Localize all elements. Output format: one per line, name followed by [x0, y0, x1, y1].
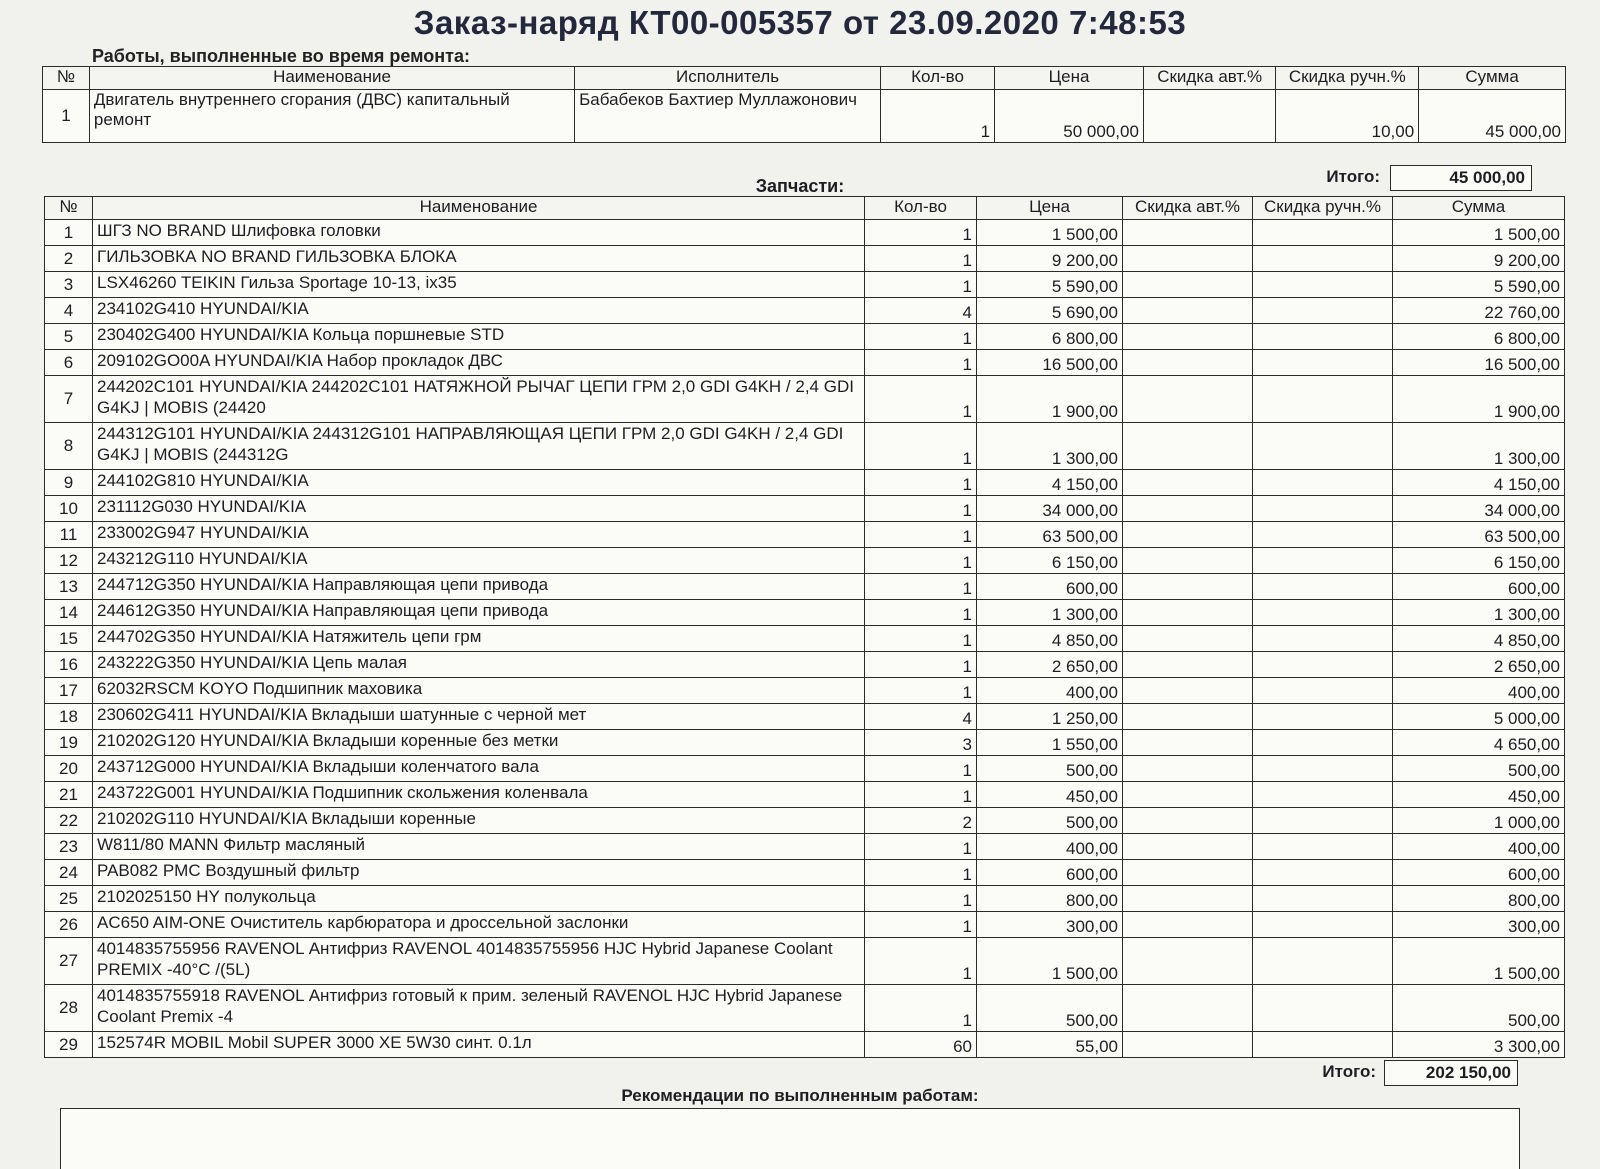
recommendations-heading: Рекомендации по выполненным работам: [621, 1086, 979, 1105]
parts-row-number: 25 [45, 886, 93, 912]
parts-row [45, 886, 1565, 912]
parts-table [44, 196, 1565, 1058]
parts-row-discount-auto [1123, 548, 1253, 574]
parts-row-qty: 1 [865, 272, 977, 298]
parts-row-price: 5 590,00 [977, 272, 1123, 298]
works-row-qty: 1 [880, 90, 994, 143]
parts-row-number: 4 [45, 298, 93, 324]
parts-row-name: PAB082 PMC Воздушный фильтр [93, 860, 865, 886]
parts-row [45, 470, 1565, 496]
parts-row-number: 24 [45, 860, 93, 886]
parts-row-price: 450,00 [977, 782, 1123, 808]
parts-row-discount-auto [1123, 298, 1253, 324]
parts-row-discount-manual [1253, 1032, 1393, 1058]
parts-row-number: 10 [45, 496, 93, 522]
parts-row-name: 243722G001 HYUNDAI/KIA Подшипник скольжения коленвала [93, 782, 865, 808]
works-row-discount-manual: 10,00 [1276, 90, 1419, 143]
parts-row-number: 12 [45, 548, 93, 574]
parts-row-number: 13 [45, 574, 93, 600]
parts-row-number: 15 [45, 626, 93, 652]
col-discount-manual: Скидка ручн.% [1276, 67, 1419, 90]
works-row-executor: Бабабеков Бахтиер Муллажонович [575, 90, 881, 143]
parts-row-price: 500,00 [977, 756, 1123, 782]
parts-row-number: 22 [45, 808, 93, 834]
parts-row-number: 23 [45, 834, 93, 860]
works-total-value: 45 000,00 [1390, 165, 1532, 191]
parts-row-discount-manual [1253, 272, 1393, 298]
parts-row-sum: 2 650,00 [1393, 652, 1565, 678]
parts-row-name: 244102G810 HYUNDAI/KIA [93, 470, 865, 496]
parts-row-qty: 1 [865, 756, 977, 782]
works-row [43, 90, 1566, 143]
parts-row [45, 220, 1565, 246]
parts-row [45, 548, 1565, 574]
parts-row-discount-auto [1123, 522, 1253, 548]
parts-row-discount-manual [1253, 985, 1393, 1032]
parts-row-price: 55,00 [977, 1032, 1123, 1058]
parts-row-discount-manual [1253, 626, 1393, 652]
parts-row-number: 17 [45, 678, 93, 704]
parts-row-price: 300,00 [977, 912, 1123, 938]
parts-row [45, 324, 1565, 350]
parts-row-name: ШГЗ NO BRAND Шлифовка головки [93, 220, 865, 246]
col-discount-manual: Скидка ручн.% [1253, 197, 1393, 220]
parts-row-discount-auto [1123, 220, 1253, 246]
parts-row-discount-manual [1253, 496, 1393, 522]
parts-row-discount-auto [1123, 246, 1253, 272]
parts-row-price: 4 850,00 [977, 626, 1123, 652]
parts-row-price: 600,00 [977, 860, 1123, 886]
parts-row-sum: 1 000,00 [1393, 808, 1565, 834]
parts-row-price: 1 900,00 [977, 376, 1123, 423]
parts-row-discount-manual [1253, 324, 1393, 350]
parts-row-name: 243212G110 HYUNDAI/KIA [93, 548, 865, 574]
parts-row-qty: 1 [865, 652, 977, 678]
parts-row [45, 350, 1565, 376]
parts-row-sum: 1 500,00 [1393, 938, 1565, 985]
parts-row-sum: 300,00 [1393, 912, 1565, 938]
parts-row-qty: 1 [865, 985, 977, 1032]
parts-row-discount-auto [1123, 423, 1253, 470]
parts-row-qty: 1 [865, 423, 977, 470]
parts-row-discount-auto [1123, 350, 1253, 376]
parts-row-discount-auto [1123, 272, 1253, 298]
parts-row-qty: 1 [865, 496, 977, 522]
parts-row-qty: 1 [865, 678, 977, 704]
parts-row-sum: 400,00 [1393, 834, 1565, 860]
parts-row-discount-manual [1253, 938, 1393, 985]
parts-row-discount-manual [1253, 350, 1393, 376]
parts-row [45, 246, 1565, 272]
parts-heading: Запчасти: [755, 176, 845, 196]
parts-row-price: 500,00 [977, 808, 1123, 834]
parts-row-sum: 4 150,00 [1393, 470, 1565, 496]
parts-row-number: 19 [45, 730, 93, 756]
parts-row-price: 63 500,00 [977, 522, 1123, 548]
parts-row-qty: 4 [865, 298, 977, 324]
parts-row-number: 28 [45, 985, 93, 1032]
parts-row-qty: 1 [865, 782, 977, 808]
parts-row [45, 756, 1565, 782]
document-title: Заказ-наряд КТ00-005357 от 23.09.2020 7:48:53 [413, 4, 1187, 41]
parts-row-discount-auto [1123, 938, 1253, 985]
parts-row-name: 210202G110 HYUNDAI/KIA Вкладыши коренные [93, 808, 865, 834]
parts-row [45, 600, 1565, 626]
parts-row-price: 5 690,00 [977, 298, 1123, 324]
parts-row [45, 423, 1565, 470]
parts-row-qty: 1 [865, 574, 977, 600]
parts-row-sum: 6 800,00 [1393, 324, 1565, 350]
parts-row-discount-manual [1253, 730, 1393, 756]
parts-row-sum: 6 150,00 [1393, 548, 1565, 574]
parts-row-discount-auto [1123, 886, 1253, 912]
works-header-row [43, 67, 1566, 90]
parts-row-qty: 1 [865, 886, 977, 912]
parts-row-sum: 63 500,00 [1393, 522, 1565, 548]
parts-row-discount-auto [1123, 860, 1253, 886]
parts-row-sum: 3 300,00 [1393, 1032, 1565, 1058]
parts-row-number: 2 [45, 246, 93, 272]
parts-total-label: Итого: [1322, 1062, 1376, 1081]
parts-row-number: 21 [45, 782, 93, 808]
parts-row-qty: 1 [865, 522, 977, 548]
parts-row-qty: 1 [865, 600, 977, 626]
works-row-name: Двигатель внутреннего сгорания (ДВС) капитальный ремонт [89, 90, 574, 143]
parts-row-number: 5 [45, 324, 93, 350]
col-price: Цена [977, 197, 1123, 220]
parts-row [45, 985, 1565, 1032]
parts-row-name: 244202C101 HYUNDAI/KIA 244202C101 НАТЯЖНОЙ РЫЧАГ ЦЕПИ ГРМ 2,0 GDI G4KH / 2,4 GDI G4KJ | MOBIS (24420 [93, 376, 865, 423]
works-table [42, 66, 1566, 143]
parts-row [45, 522, 1565, 548]
parts-row-qty: 60 [865, 1032, 977, 1058]
parts-row-price: 6 150,00 [977, 548, 1123, 574]
parts-row [45, 1032, 1565, 1058]
parts-row-discount-manual [1253, 376, 1393, 423]
parts-row-discount-auto [1123, 912, 1253, 938]
parts-row-qty: 1 [865, 220, 977, 246]
parts-row [45, 834, 1565, 860]
parts-row-discount-auto [1123, 704, 1253, 730]
works-heading: Работы, выполненные во время ремонта: [92, 46, 470, 66]
parts-row-price: 1 500,00 [977, 220, 1123, 246]
parts-row-price: 4 150,00 [977, 470, 1123, 496]
parts-row-discount-manual [1253, 548, 1393, 574]
parts-row [45, 496, 1565, 522]
parts-row-sum: 500,00 [1393, 756, 1565, 782]
parts-row-price: 400,00 [977, 834, 1123, 860]
parts-row-qty: 1 [865, 324, 977, 350]
parts-row-discount-manual [1253, 423, 1393, 470]
parts-row-price: 600,00 [977, 574, 1123, 600]
parts-row-name: 243712G000 HYUNDAI/KIA Вкладыши коленчатого вала [93, 756, 865, 782]
parts-row-name: 152574R MOBIL Mobil SUPER 3000 XE 5W30 синт. 0.1л [93, 1032, 865, 1058]
parts-row-price: 1 300,00 [977, 600, 1123, 626]
parts-row-name: LSX46260 TEIKIN Гильза Sportage 10-13, ix35 [93, 272, 865, 298]
parts-row-discount-manual [1253, 886, 1393, 912]
col-sum: Сумма [1419, 67, 1566, 90]
parts-total-value: 202 150,00 [1384, 1060, 1518, 1086]
parts-row-sum: 450,00 [1393, 782, 1565, 808]
parts-row-sum: 5 590,00 [1393, 272, 1565, 298]
works-row-sum: 45 000,00 [1419, 90, 1566, 143]
parts-row-number: 7 [45, 376, 93, 423]
parts-row-number: 20 [45, 756, 93, 782]
parts-row-name: AC650 AIM-ONE Очиститель карбюратора и дроссельной заслонки [93, 912, 865, 938]
parts-row-discount-manual [1253, 652, 1393, 678]
parts-row-discount-auto [1123, 600, 1253, 626]
parts-row-number: 14 [45, 600, 93, 626]
parts-row-price: 1 250,00 [977, 704, 1123, 730]
parts-row-qty: 1 [865, 470, 977, 496]
parts-row-name: 243222G350 HYUNDAI/KIA Цепь малая [93, 652, 865, 678]
parts-row [45, 272, 1565, 298]
parts-row-discount-manual [1253, 912, 1393, 938]
col-name: Наименование [93, 197, 865, 220]
col-number: № [45, 197, 93, 220]
parts-row [45, 860, 1565, 886]
parts-row-qty: 4 [865, 704, 977, 730]
parts-row-discount-manual [1253, 574, 1393, 600]
parts-row [45, 376, 1565, 423]
parts-row-qty: 1 [865, 350, 977, 376]
parts-row-sum: 1 900,00 [1393, 376, 1565, 423]
parts-row [45, 704, 1565, 730]
parts-row-sum: 1 300,00 [1393, 423, 1565, 470]
parts-row [45, 574, 1565, 600]
parts-row-number: 11 [45, 522, 93, 548]
parts-row-price: 9 200,00 [977, 246, 1123, 272]
parts-row [45, 298, 1565, 324]
parts-row-price: 6 800,00 [977, 324, 1123, 350]
parts-row [45, 912, 1565, 938]
parts-row-price: 500,00 [977, 985, 1123, 1032]
parts-row-sum: 5 000,00 [1393, 704, 1565, 730]
parts-row-discount-manual [1253, 246, 1393, 272]
parts-row-discount-manual [1253, 782, 1393, 808]
parts-row-sum: 1 500,00 [1393, 220, 1565, 246]
parts-row-name: 231112G030 HYUNDAI/KIA [93, 496, 865, 522]
parts-row-number: 27 [45, 938, 93, 985]
col-qty: Кол-во [880, 67, 994, 90]
parts-row-discount-auto [1123, 678, 1253, 704]
parts-row-sum: 9 200,00 [1393, 246, 1565, 272]
parts-row-name: 4014835755956 RAVENOL Антифриз RAVENOL 4014835755956 HJC Hybrid Japanese Coolant PREMIX -40°C /(5L) [93, 938, 865, 985]
parts-row-sum: 800,00 [1393, 886, 1565, 912]
parts-row-number: 9 [45, 470, 93, 496]
parts-row-sum: 400,00 [1393, 678, 1565, 704]
parts-row-name: 230402G400 HYUNDAI/KIA Кольца поршневые STD [93, 324, 865, 350]
parts-row-name: 230602G411 HYUNDAI/KIA Вкладыши шатунные с черной мет [93, 704, 865, 730]
parts-row-price: 2 650,00 [977, 652, 1123, 678]
parts-row-qty: 1 [865, 938, 977, 985]
col-discount-auto: Скидка авт.% [1143, 67, 1276, 90]
parts-row-qty: 1 [865, 548, 977, 574]
parts-row-sum: 600,00 [1393, 860, 1565, 886]
parts-row-number: 8 [45, 423, 93, 470]
parts-row [45, 678, 1565, 704]
parts-row-discount-auto [1123, 985, 1253, 1032]
parts-row-number: 3 [45, 272, 93, 298]
parts-row-name: ГИЛЬЗОВКА NO BRAND ГИЛЬЗОВКА БЛОКА [93, 246, 865, 272]
parts-row-sum: 16 500,00 [1393, 350, 1565, 376]
parts-row-qty: 1 [865, 834, 977, 860]
col-price: Цена [995, 67, 1144, 90]
parts-row-discount-manual [1253, 600, 1393, 626]
parts-row-name: 62032RSCM KOYO Подшипник маховика [93, 678, 865, 704]
parts-row-discount-manual [1253, 860, 1393, 886]
parts-row-price: 1 550,00 [977, 730, 1123, 756]
parts-row-qty: 1 [865, 246, 977, 272]
parts-row [45, 782, 1565, 808]
parts-row-qty: 2 [865, 808, 977, 834]
parts-row-sum: 500,00 [1393, 985, 1565, 1032]
parts-row-discount-auto [1123, 1032, 1253, 1058]
works-row-number: 1 [43, 90, 90, 143]
parts-row-sum: 22 760,00 [1393, 298, 1565, 324]
parts-row-price: 400,00 [977, 678, 1123, 704]
parts-row-qty: 1 [865, 626, 977, 652]
parts-row-discount-auto [1123, 574, 1253, 600]
parts-row-price: 800,00 [977, 886, 1123, 912]
parts-row-discount-auto [1123, 730, 1253, 756]
parts-row-discount-auto [1123, 756, 1253, 782]
parts-row-discount-auto [1123, 376, 1253, 423]
parts-row [45, 730, 1565, 756]
col-discount-auto: Скидка авт.% [1123, 197, 1253, 220]
parts-row-discount-manual [1253, 756, 1393, 782]
col-qty: Кол-во [865, 197, 977, 220]
parts-row-price: 1 300,00 [977, 423, 1123, 470]
col-number: № [43, 67, 90, 90]
parts-row-discount-manual [1253, 678, 1393, 704]
parts-row-number: 26 [45, 912, 93, 938]
parts-row-discount-manual [1253, 522, 1393, 548]
parts-row [45, 808, 1565, 834]
parts-row-price: 1 500,00 [977, 938, 1123, 985]
parts-row-discount-auto [1123, 470, 1253, 496]
parts-row-sum: 4 650,00 [1393, 730, 1565, 756]
parts-row-discount-manual [1253, 834, 1393, 860]
col-name: Наименование [89, 67, 574, 90]
parts-row-qty: 3 [865, 730, 977, 756]
parts-row-name: 4014835755918 RAVENOL Антифриз готовый к прим. зеленый RAVENOL HJC Hybrid Japanese Coolant Premix -4 [93, 985, 865, 1032]
parts-row-discount-auto [1123, 782, 1253, 808]
parts-row-discount-manual [1253, 704, 1393, 730]
parts-row-name: 233002G947 HYUNDAI/KIA [93, 522, 865, 548]
parts-row-discount-manual [1253, 298, 1393, 324]
parts-row-number: 6 [45, 350, 93, 376]
parts-row-qty: 1 [865, 376, 977, 423]
parts-row [45, 652, 1565, 678]
works-row-price: 50 000,00 [995, 90, 1144, 143]
parts-row-sum: 4 850,00 [1393, 626, 1565, 652]
parts-row-number: 29 [45, 1032, 93, 1058]
parts-row [45, 626, 1565, 652]
parts-row-sum: 600,00 [1393, 574, 1565, 600]
parts-row [45, 938, 1565, 985]
parts-row-discount-auto [1123, 496, 1253, 522]
parts-header-row [45, 197, 1565, 220]
parts-row-name: 244612G350 HYUNDAI/KIA Направляющая цепи привода [93, 600, 865, 626]
parts-row-name: 234102G410 HYUNDAI/KIA [93, 298, 865, 324]
parts-row-qty: 1 [865, 860, 977, 886]
parts-row-discount-manual [1253, 470, 1393, 496]
parts-row-number: 18 [45, 704, 93, 730]
parts-row-discount-auto [1123, 652, 1253, 678]
col-executor: Исполнитель [575, 67, 881, 90]
works-row-discount-auto [1143, 90, 1276, 143]
works-total-label: Итого: [1326, 167, 1380, 186]
recommendations-box [60, 1108, 1520, 1169]
parts-row-name: 244312G101 HYUNDAI/KIA 244312G101 НАПРАВЛЯЮЩАЯ ЦЕПИ ГРМ 2,0 GDI G4KH / 2,4 GDI G4KJ | MOBIS (244312G [93, 423, 865, 470]
parts-row-name: 244702G350 HYUNDAI/KIA Натяжитель цепи грм [93, 626, 865, 652]
parts-row-discount-manual [1253, 220, 1393, 246]
parts-row-name: 209102GO00A HYUNDAI/KIA Набор прокладок ДВС [93, 350, 865, 376]
parts-row-sum: 34 000,00 [1393, 496, 1565, 522]
parts-row-number: 16 [45, 652, 93, 678]
parts-row-price: 16 500,00 [977, 350, 1123, 376]
parts-row-discount-auto [1123, 808, 1253, 834]
parts-row-number: 1 [45, 220, 93, 246]
parts-row-qty: 1 [865, 912, 977, 938]
parts-row-discount-auto [1123, 834, 1253, 860]
parts-row-discount-auto [1123, 626, 1253, 652]
parts-row-discount-auto [1123, 324, 1253, 350]
parts-row-name: 210202G120 HYUNDAI/KIA Вкладыши коренные без метки [93, 730, 865, 756]
parts-row-price: 34 000,00 [977, 496, 1123, 522]
parts-row-name: 244712G350 HYUNDAI/KIA Направляющая цепи привода [93, 574, 865, 600]
parts-row-name: 2102025150 HY полукольца [93, 886, 865, 912]
parts-row-name: W811/80 MANN Фильтр масляный [93, 834, 865, 860]
parts-row-sum: 1 300,00 [1393, 600, 1565, 626]
col-sum: Сумма [1393, 197, 1565, 220]
parts-row-discount-manual [1253, 808, 1393, 834]
